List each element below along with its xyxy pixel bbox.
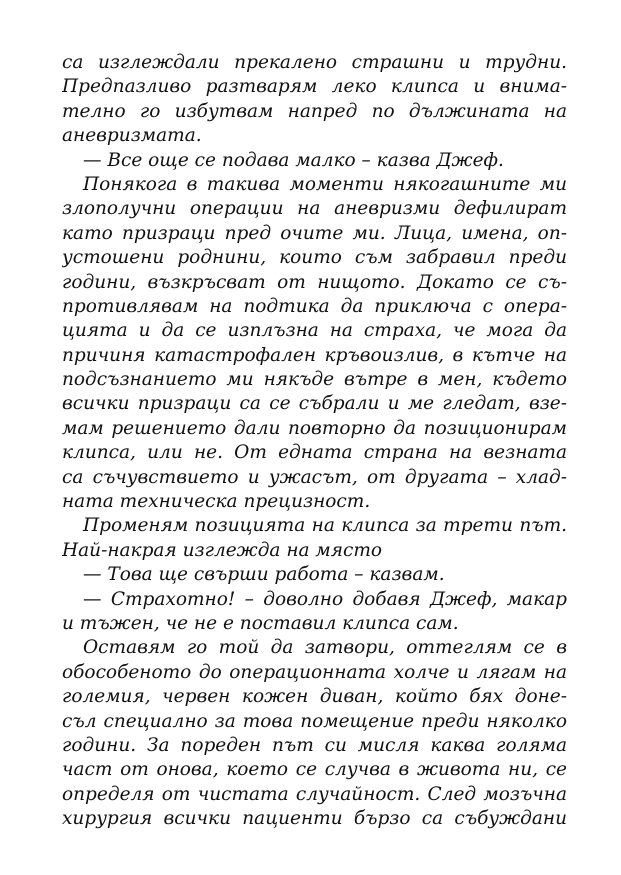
text-line: години, възкръсват от нищото. Докато се съ- xyxy=(62,271,567,293)
text-line: Най-накрая изглежда на място xyxy=(62,539,383,561)
text-line: злополучни операции на аневризми дефилират xyxy=(62,198,567,220)
text-line: противлявам на подтика да приключа с опера- xyxy=(62,295,567,317)
text-line: хирургия всички пациенти бързо са събуждани xyxy=(62,808,567,830)
text-line: всички призраци са се събрали и ме гледат, взе- xyxy=(62,393,567,415)
text-line: Понякога в такива моменти някогашните ми xyxy=(83,173,567,195)
book-page-text xyxy=(62,51,567,832)
text-line: Оставям го той да затвори, оттеглям се в xyxy=(83,637,567,659)
text-line: — Страхотно! – доволно добавя Джеф, макар xyxy=(83,588,567,610)
text-line: цията и да се изплъзна на страха, че мога да xyxy=(62,320,567,342)
text-line: подсъзнанието ми някъде вътре в мен, където xyxy=(62,369,567,391)
text-line: Променям позицията на клипса за трети път. xyxy=(83,515,567,537)
text-line: големия, червен кожен диван, който бях доне- xyxy=(62,686,567,708)
text-line: телно го избутвам напред по дължината на xyxy=(62,100,567,122)
text-line: определя от чистата случайност. След мозъчна xyxy=(62,783,567,805)
text-line: устошени роднини, които съм забравил преди xyxy=(62,247,567,269)
text-line: причиня катастрофален кръвоизлив, в кътче на xyxy=(62,344,567,366)
text-line: аневризмата. xyxy=(62,125,202,147)
text-line: са съчувствието и ужасът, от другата – хлад- xyxy=(62,466,567,488)
text-line: Предпазливо разтварям леко клипса и внима- xyxy=(62,76,567,98)
text-line: — Това ще свърши работа – казвам. xyxy=(83,564,445,586)
text-line: клипса, или не. От едната страна на везната xyxy=(62,442,567,464)
text-line: са изглеждали прекалено страшни и трудни. xyxy=(62,52,567,73)
text-line: част от онова, което се случва в живота ни, се xyxy=(62,759,567,781)
text-line: като призраци пред очите ми. Лица, имена, оп- xyxy=(62,222,567,244)
text-line: и тъжен, че не е поставил клипса сам. xyxy=(62,612,459,634)
text-line: съл специално за това помещение преди няколко xyxy=(62,710,567,732)
text-line: мам решението дали повторно да позиционирам xyxy=(62,417,567,439)
text-line: години. За пореден път си мисля каква голяма xyxy=(62,734,567,756)
text-line: обособеното до операционната холче и лягам на xyxy=(62,661,567,683)
text-line: ната техническа прецизност. xyxy=(62,491,371,513)
text-line: — Все още се подава малко – казва Джеф. xyxy=(83,149,504,171)
